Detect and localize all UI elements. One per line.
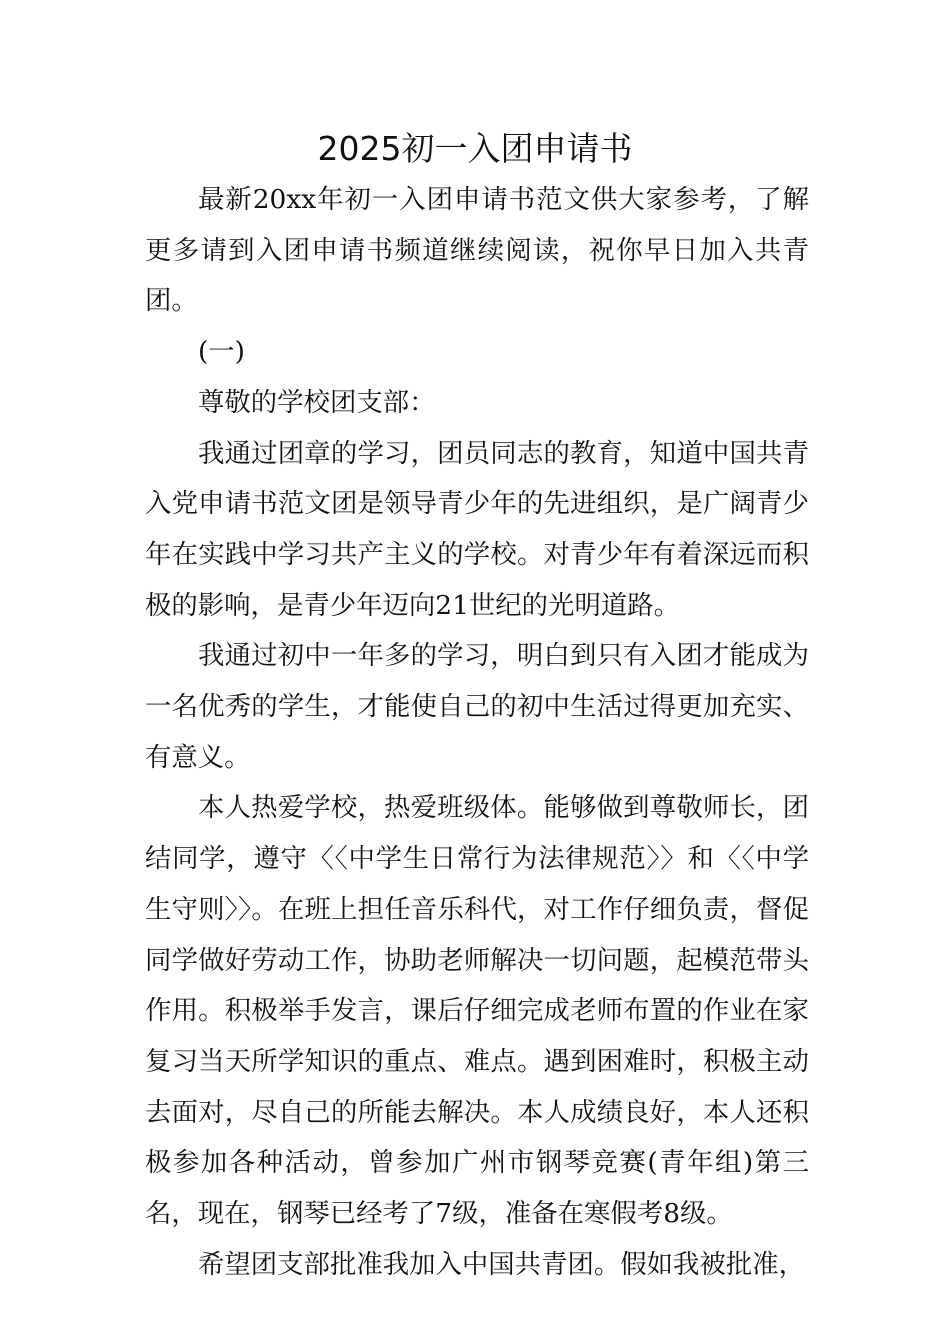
body-paragraph: 我通过初中一年多的学习，明白到只有入团才能成为一名优秀的学生，才能使自己的初中生活过得更加充实、有意义。 <box>145 640 809 773</box>
section-number: (一) <box>198 336 245 368</box>
document-body <box>145 175 809 1290</box>
intro-paragraph: 最新20xx年初一入团申请书范文供大家参考，了解更多请到入团申请书频道继续阅读，祝你早日加入共青团。 <box>145 184 809 317</box>
body-paragraph: 希望团支部批准我加入中国共青团。假如我被批准， <box>198 1248 805 1280</box>
body-paragraph: 本人热爱学校，热爱班级体。能够做到尊敬师长，团结同学，遵守〈〈中学生日常行为法律规范〉〉和〈〈中学生守则〉〉。在班上担任音乐科代，对工作仔细负责，督促同学做好劳动工作，协助老师解决一切问题，起模范带头作用。积极举手发言，课后仔细完成老师布置的作业在家复习当天所学知识的重点、难点。遇到困难时，积极主动去面对，尽自己的所能去解决。本人成绩良好，本人还积极参加各种活动，曾参加广州市钢琴竞赛(青年组)第三名，现在，钢琴已经考了7级，准备在寒假考8级。 <box>145 792 809 1230</box>
document-title: 2025初一入团申请书 <box>317 129 633 168</box>
body-paragraph: 我通过团章的学习，团员同志的教育，知道中国共青入党申请书范文团是领导青少年的先进组织，是广阔青少年在实践中学习共产主义的学校。对青少年有着深远而积极的影响，是青少年迈向21世纪的光明道路。 <box>145 437 809 621</box>
salutation: 尊敬的学校团支部： <box>198 386 436 418</box>
